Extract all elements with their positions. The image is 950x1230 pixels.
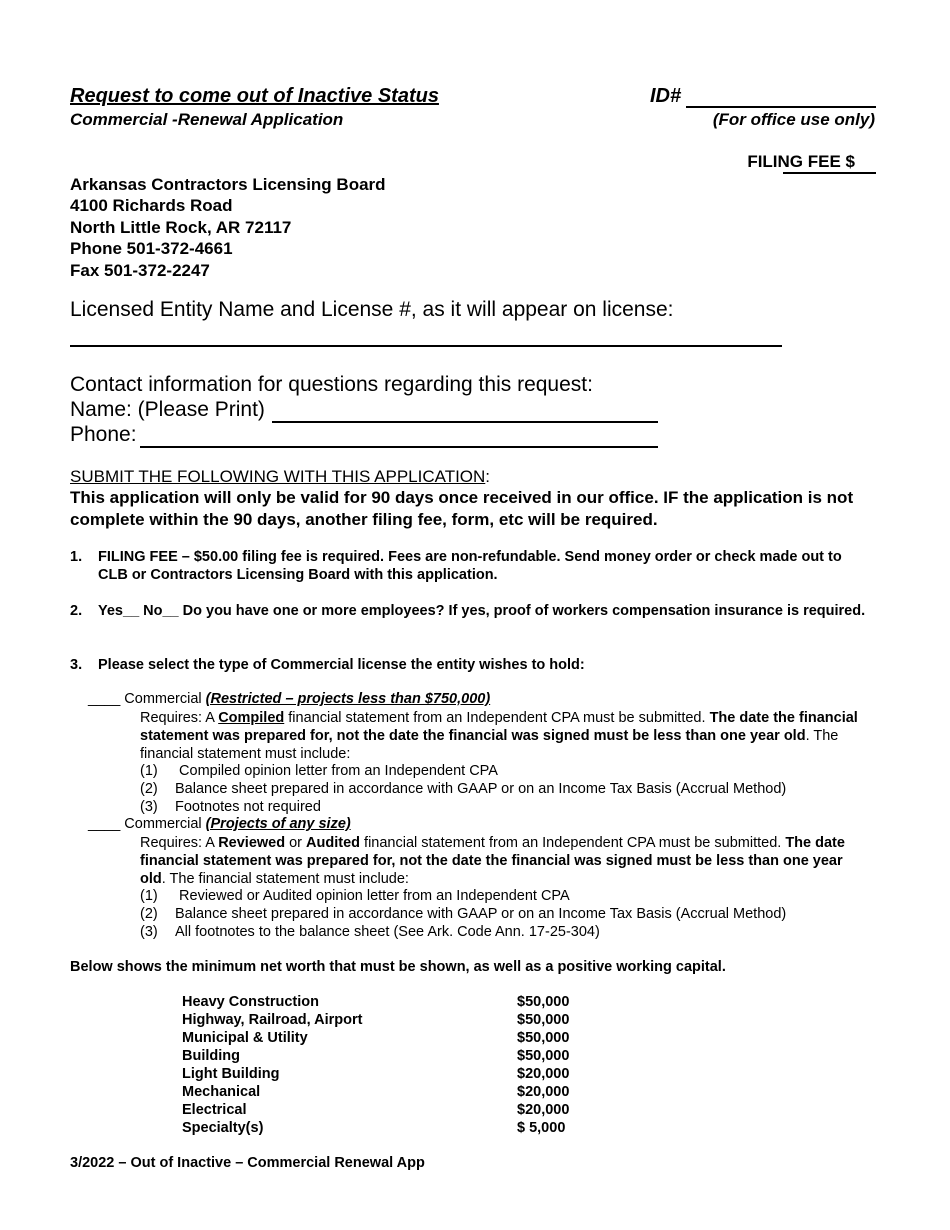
- option-restricted[interactable]: ____ Commercial (Restricted – projects less than $750,000): [88, 691, 491, 707]
- net-worth-category: Municipal & Utility: [182, 1030, 308, 1046]
- net-worth-amount: $20,000: [517, 1066, 570, 1082]
- page-subtitle: Commercial -Renewal Application: [70, 110, 344, 129]
- submit-heading: SUBMIT THE FOLLOWING WITH THIS APPLICATION:: [70, 467, 491, 486]
- option-restricted-blank[interactable]: ____: [88, 691, 121, 707]
- entity-name-field[interactable]: [70, 345, 782, 347]
- validity-warning: This application will only be valid for 90 days once received in our office. IF the application is not complete within the 90 days, another filing fee, form, etc will be required.: [70, 488, 854, 529]
- list-item-license-type: 3. Please select the type of Commercial license the entity wishes to hold:: [70, 657, 585, 673]
- list-item: (1) Reviewed or Audited opinion letter from an Independent CPA: [140, 888, 570, 904]
- contact-phone-field[interactable]: [140, 446, 658, 448]
- org-city: North Little Rock, AR 72117: [70, 218, 292, 237]
- form-footer: 3/2022 – Out of Inactive – Commercial Renewal App: [70, 1155, 425, 1171]
- filing-fee-label: FILING FEE $: [747, 152, 855, 171]
- net-worth-category: Highway, Railroad, Airport: [182, 1012, 363, 1028]
- contact-heading: Contact information for questions regarding this request:: [70, 373, 593, 396]
- list-item: (2) Balance sheet prepared in accordance with GAAP or on an Income Tax Basis (Accrual Method): [140, 781, 787, 797]
- option-restricted-type: (Restricted – projects less than $750,000): [205, 691, 491, 707]
- option-any-size-type: (Projects of any size): [205, 816, 351, 832]
- contact-phone-label: Phone:: [70, 423, 137, 446]
- net-worth-amount: $50,000: [517, 1012, 570, 1028]
- net-worth-category: Light Building: [182, 1066, 280, 1082]
- id-field[interactable]: [650, 85, 681, 108]
- option-any-size-blank[interactable]: ____: [88, 816, 121, 832]
- net-worth-amount: $50,000: [517, 994, 570, 1010]
- net-worth-amount: $20,000: [517, 1084, 570, 1100]
- list-item-filing-fee: 1. FILING FEE – $50.00 filing fee is required. Fees are non-refundable. Send money order or check made out to CLB or Contractors Licensing Board with this application.: [70, 549, 842, 583]
- net-worth-amount: $ 5,000: [517, 1120, 566, 1136]
- org-street: 4100 Richards Road: [70, 196, 233, 215]
- contact-name-field[interactable]: [272, 421, 658, 423]
- list-item-employees: 2. Yes__ No__ Do you have one or more employees? If yes, proof of workers compensation insurance is required.: [70, 603, 866, 619]
- list-item: (1) Compiled opinion letter from an Independent CPA: [140, 763, 498, 779]
- net-worth-amount: $20,000: [517, 1102, 570, 1118]
- id-label: ID#: [650, 85, 682, 107]
- net-worth-amount: $50,000: [517, 1030, 570, 1046]
- org-name: Arkansas Contractors Licensing Board: [70, 175, 386, 194]
- net-worth-amount: $50,000: [517, 1048, 570, 1064]
- list-item: (3) Footnotes not required: [140, 799, 321, 815]
- id-blank-line: [686, 106, 876, 108]
- filing-fee-blank-line[interactable]: [783, 172, 876, 174]
- list-item: (3) All footnotes to the balance sheet (See Ark. Code Ann. 17-25-304): [140, 924, 600, 940]
- net-worth-category: Specialty(s): [182, 1120, 264, 1136]
- option-restricted-requirements: Requires: A Compiled financial statement from an Independent CPA must be submitted. The date the financial statement was prepared for, not the date the financial was signed must be less than one year old. The financial statement must include:: [140, 710, 858, 762]
- page-title: Request to come out of Inactive Status: [70, 85, 439, 107]
- net-worth-category: Building: [182, 1048, 240, 1064]
- office-use-note: (For office use only): [712, 110, 875, 129]
- net-worth-category: Heavy Construction: [182, 994, 319, 1010]
- contact-name-label: Name: (Please Print): [70, 398, 265, 421]
- org-phone: Phone 501-372-4661: [70, 239, 233, 258]
- list-item: (2) Balance sheet prepared in accordance with GAAP or on an Income Tax Basis (Accrual Method): [140, 906, 787, 922]
- option-any-size[interactable]: ____ Commercial (Projects of any size): [88, 816, 351, 832]
- option-any-size-requirements: Requires: A Reviewed or Audited financial statement from an Independent CPA must be submitted. The date financial statement was prepared for, not the date the financial was signed must be less than one year old. The financial statement must include:: [140, 835, 845, 887]
- net-worth-intro: Below shows the minimum net worth that must be shown, as well as a positive working capital.: [70, 959, 726, 975]
- entity-label: Licensed Entity Name and License #, as it will appear on license:: [70, 298, 674, 321]
- net-worth-category: Electrical: [182, 1102, 247, 1118]
- net-worth-category: Mechanical: [182, 1084, 261, 1100]
- org-fax: Fax 501-372-2247: [70, 261, 210, 280]
